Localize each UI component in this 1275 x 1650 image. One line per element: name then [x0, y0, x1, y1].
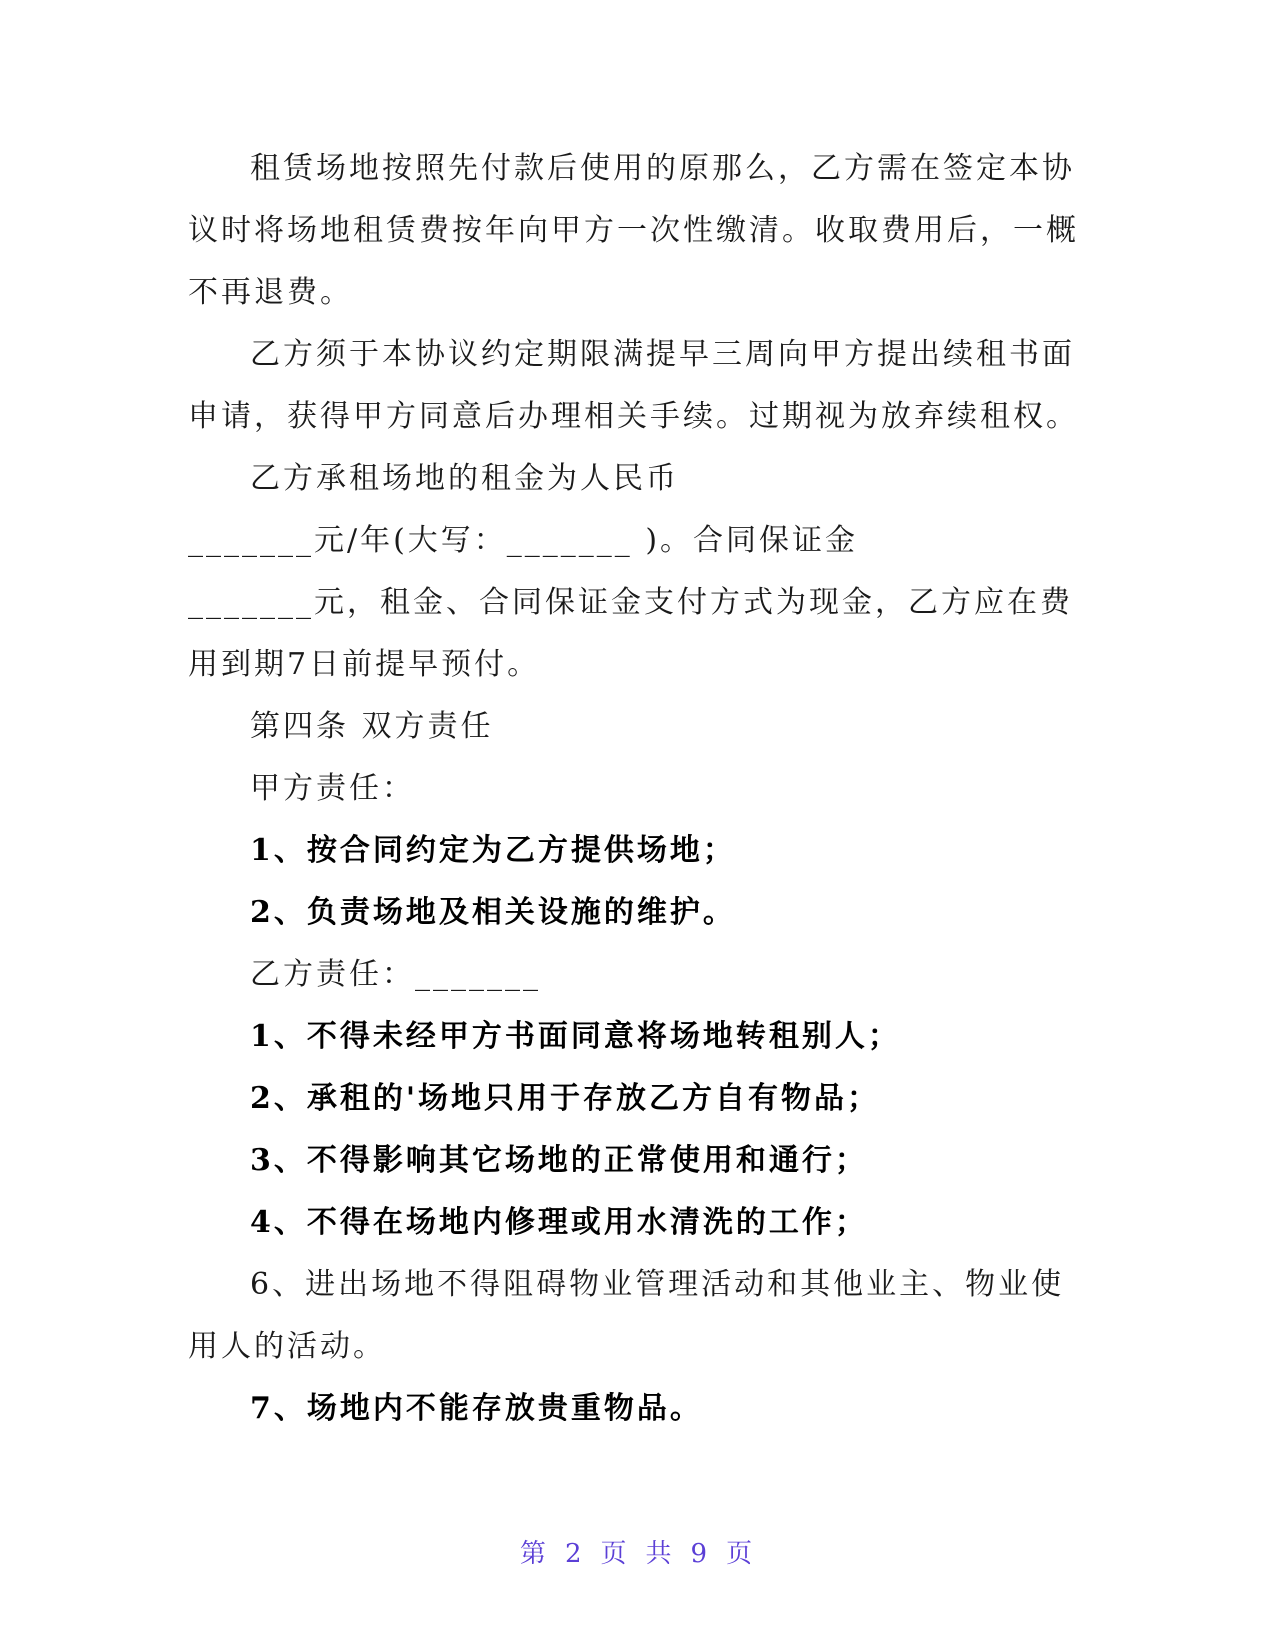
paragraph-line: 乙方承租场地的租金为人民币: [250, 461, 679, 496]
subsection-heading: 乙方责任：_______: [250, 957, 541, 992]
paragraph-line: 租赁场地按照先付款后使用的原那么，乙方需在签定本协: [250, 151, 1075, 186]
footer-total-pages: 9: [690, 1539, 711, 1569]
list-item: 1、按合同约定为乙方提供场地；: [250, 833, 736, 868]
paragraph-line: 议时将场地租赁费按年向甲方一次性缴清。收取费用后，一概: [188, 213, 1079, 248]
list-item: 4、不得在场地内修理或用水清洗的工作；: [250, 1205, 868, 1240]
paragraph-line: 不再退费。: [188, 275, 353, 310]
list-item: 2、负责场地及相关设施的维护。: [250, 895, 736, 930]
paragraph-line: 申请，获得甲方同意后办理相关手续。过期视为放弃续租权。: [188, 399, 1079, 434]
footer-ye: 页: [600, 1539, 630, 1569]
list-item: 2、承租的'场地只用于存放乙方自有物品；: [250, 1081, 881, 1116]
subsection-heading: 甲方责任：: [250, 771, 415, 806]
footer-ye2: 页: [726, 1539, 756, 1569]
paragraph-line: 用到期7日前提早预付。: [188, 647, 541, 682]
page-footer: [0, 1533, 1275, 1570]
paragraph-line: _______元/年(大写：_______ )。合同保证金: [188, 523, 859, 558]
footer-di: 第: [519, 1539, 549, 1569]
list-item: 1、不得未经甲方书面同意将场地转租别人；: [250, 1019, 901, 1054]
paragraph-line: _______元，租金、合同保证金支付方式为现金，乙方应在费: [188, 585, 1073, 620]
list-item: 7、场地内不能存放贵重物品。: [250, 1391, 703, 1426]
paragraph-line: 乙方须于本协议约定期限满提早三周向甲方提出续租书面: [250, 337, 1075, 372]
document-body: [188, 138, 1088, 1440]
footer-page-number: 2: [564, 1539, 585, 1569]
list-item: 用人的活动。: [188, 1329, 386, 1364]
list-item: 6、进出场地不得阻碍物业管理活动和其他业主、物业使: [250, 1267, 1065, 1302]
footer-gong: 共: [645, 1539, 675, 1569]
list-item: 3、不得影响其它场地的正常使用和通行；: [250, 1143, 868, 1178]
section-heading: 第四条 双方责任: [250, 709, 494, 744]
